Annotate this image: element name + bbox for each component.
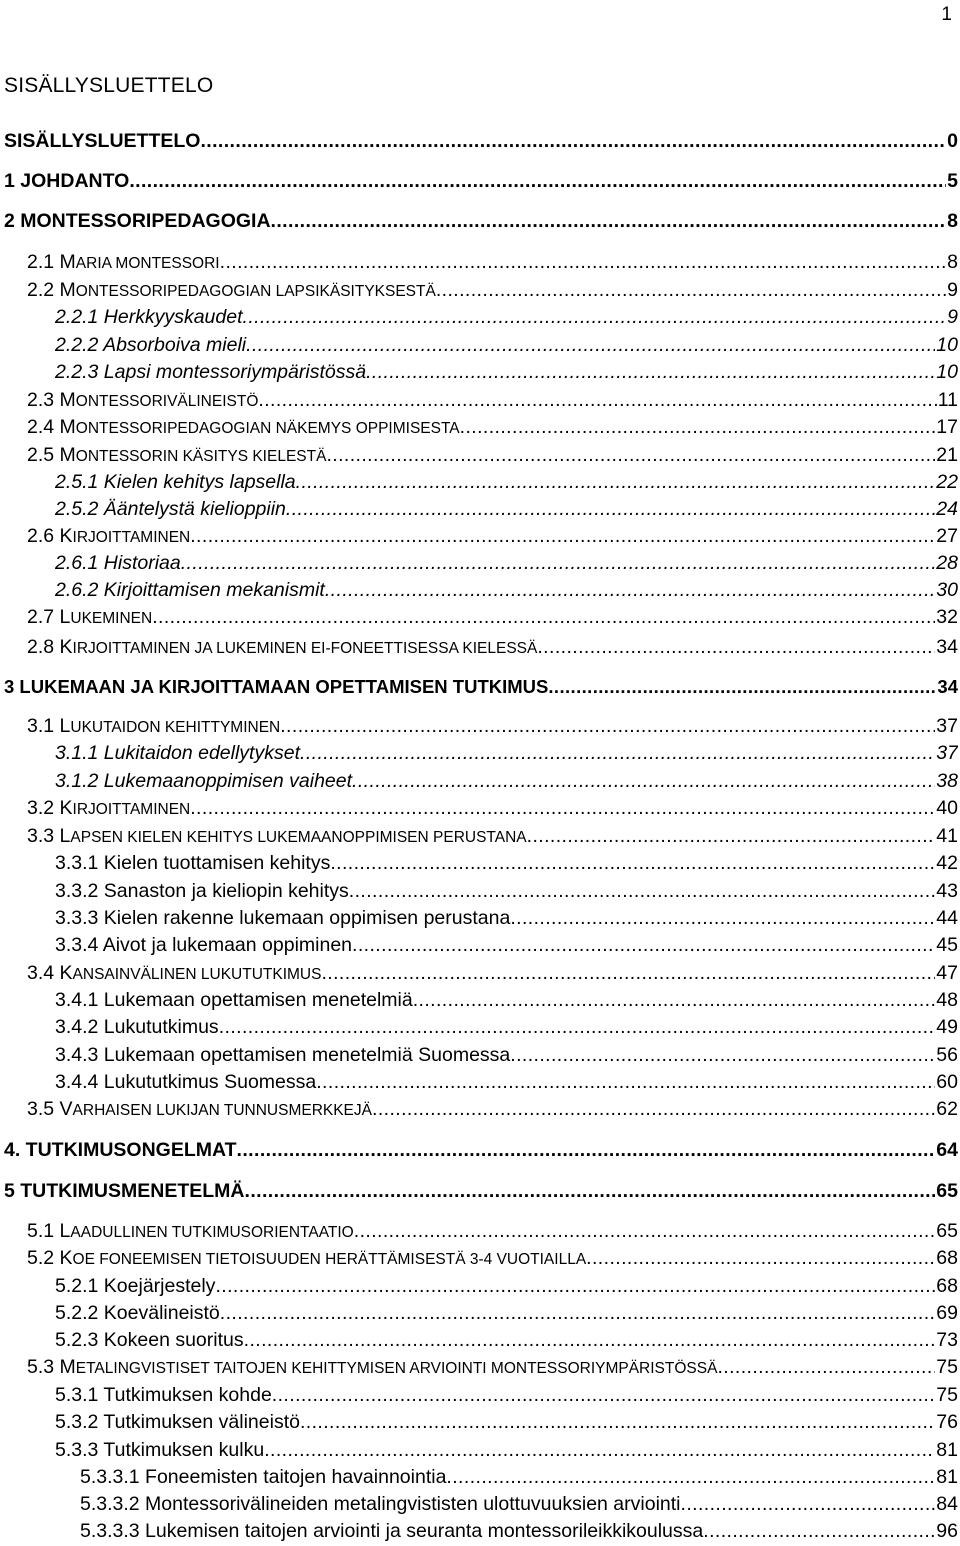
toc-entry [4,1139,958,1163]
toc-entry [27,797,958,821]
toc-entry [55,1411,958,1435]
toc-entry-page: 17 [936,416,958,438]
toc-entry-number: 3.4.3 Lukemaan opettamisen menetelmiä Suomessa [55,1044,511,1066]
toc-entry-label [55,471,296,494]
toc-heading: SISÄLLYSLUETTELO [4,74,214,97]
toc-entry-page: 38 [936,770,958,792]
dot-leader [243,306,947,329]
toc-entry-label [27,825,527,848]
toc-entry [80,1466,958,1490]
toc-entry [55,306,958,330]
dot-leader [152,606,935,629]
toc-entry-initial: L [59,606,71,628]
dot-leader [300,742,935,765]
toc-entry-number: 3.5 [27,1098,60,1120]
toc-entry-number: 5.3 [27,1356,60,1378]
dot-leader [352,770,935,793]
toc-entry-initial: M [59,416,76,438]
toc-entry-number: 3.2 [27,797,60,819]
dot-leader [258,389,936,412]
toc-entry-label [27,1356,717,1379]
toc-entry-label [4,676,548,698]
dot-leader [681,1493,936,1516]
toc-entry-page: 75 [936,1384,958,1406]
toc-entry-number: 2.8 [27,636,60,658]
toc-entry-label [55,1302,220,1325]
toc-entry-number: 3.1.1 Lukitaidon edellytykset [55,742,300,764]
toc-entry-title: UKEMINEN [70,610,153,627]
toc-entry-page: 42 [936,852,958,874]
toc-entry [27,825,958,849]
toc-entry-number: 5.1 [27,1220,60,1242]
toc-entry-title: ARHAISEN LUKIJAN TUNNUSMERKKEJÄ [72,1102,372,1119]
toc-entry-page: 76 [936,1411,958,1433]
toc-entry-number: 2.2 [27,279,60,301]
toc-entry-label [55,852,330,875]
toc-entry [4,170,958,194]
toc-entry-title: ONTESSORIPEDAGOGIAN NÄKEMYS OPPIMISESTA [75,420,460,437]
toc-entry-page: 8 [947,251,958,273]
toc-entry [55,1071,958,1095]
toc-entry-number: 2.6 [27,525,60,547]
toc-entry-number: 5.2 [27,1247,60,1269]
toc-entry-number: 5.2.1 Koejärjestely [55,1275,216,1297]
toc-entry-number: 2 MONTESSORIPEDAGOGIA [4,210,271,232]
toc-entry-page: 27 [936,525,958,547]
toc-entry-page: 45 [936,934,958,956]
toc-entry-label [55,1044,510,1067]
toc-entry-number: 2.5.1 Kielen kehitys lapsella [55,471,296,493]
dot-leader [271,210,947,233]
dot-leader [510,1044,935,1067]
toc-entry [27,1220,958,1244]
toc-entry-number: 3.4.2 Lukututkimus [55,1016,219,1038]
toc-entry-title: UKUTAIDON KEHITTYMINEN [70,719,281,736]
dot-leader [190,797,935,820]
dot-leader [219,1016,936,1039]
toc-entry-label [27,444,326,467]
dot-leader [354,1220,936,1243]
page-number: 1 [941,4,952,25]
toc-entry-label [27,279,436,302]
toc-entry-label [80,1493,681,1516]
toc-entry [80,1493,958,1517]
toc-entry-label [4,1180,245,1203]
toc-entry [27,525,958,549]
toc-entry-label [55,934,352,957]
dot-leader [460,416,936,439]
toc-entry [55,989,958,1013]
toc-entry-page: 73 [936,1329,958,1351]
toc-entry-number: 5.3.2 Tutkimuksen välineistö [55,1411,300,1433]
dot-leader [510,907,935,930]
toc-entry [55,1275,958,1299]
toc-entry-number: 3.3.2 Sanaston ja kieliopin kehitys [55,880,349,902]
dot-leader [300,1411,935,1434]
toc-entry [55,852,958,876]
toc-entry-page: 81 [936,1439,958,1461]
toc-entry [27,636,958,660]
toc-entry [27,715,958,739]
toc-entry-initial: L [59,825,71,847]
dot-leader [548,676,936,698]
toc-entry-label [55,880,349,903]
toc-entry-label [55,1384,272,1407]
toc-entry-page: 9 [947,279,958,301]
dot-leader [296,471,936,494]
toc-entry-label [27,1247,586,1270]
toc-entry-page: 65 [936,1220,958,1242]
toc-entry-page: 40 [936,797,958,819]
toc-entry [55,880,958,904]
toc-entry [27,1356,958,1380]
toc-entry-title: ANSAINVÄLINEN LUKUTUTKIMUS [72,966,322,983]
toc-entry-initial: M [59,389,76,411]
toc-entry-label [55,361,366,384]
toc-entry-label [55,1071,316,1094]
dot-leader [246,334,935,357]
toc-entry-page: 10 [936,334,958,356]
dot-leader [264,1439,935,1462]
dot-leader [703,1520,935,1543]
toc-entry [27,251,958,275]
toc-entry-label [27,715,280,738]
toc-entry-number: 3.1.2 Lukemaanoppimisen vaiheet [55,770,353,792]
toc-entry-label [55,1275,215,1298]
toc-entry [27,606,958,630]
toc-entry-number: 5.2.3 Kokeen suoritus [55,1329,244,1351]
toc-entry-page: 11 [937,389,958,411]
toc-entry [55,770,958,794]
toc-entry-number: 3.4.1 Lukemaan opettamisen menetelmiä [55,989,413,1011]
toc-entry-number: 3.3.3 Kielen rakenne lukemaan oppimisen perustana [55,907,511,929]
dot-leader [190,525,935,548]
toc-entry-label [80,1520,703,1543]
toc-entry-page: 75 [936,1356,958,1378]
toc-entry-label [4,210,271,233]
toc-entry [27,962,958,986]
toc-entry-number: 2.2.3 Lapsi montessoriympäristössä [55,361,367,383]
toc-entry-page: 30 [936,579,958,601]
toc-entry [55,1439,958,1463]
toc-entry-label [27,389,258,412]
dot-leader [325,579,935,602]
toc-entry-title: OE FONEEMISEN TIETOISUUDEN HERÄTTÄMISESTÄ 3-4 VUOTIAILLA [72,1251,587,1268]
toc-entry-number: 3.1 [27,715,60,737]
toc-entry-page: 24 [936,498,958,520]
dot-leader [352,934,935,957]
toc-entry-number: 2.4 [27,416,60,438]
toc-entry-label [4,130,200,153]
dot-leader [200,130,946,153]
toc-entry-initial: K [59,962,73,984]
toc-entry-label [55,306,243,329]
dot-leader [537,636,935,659]
dot-leader [366,361,935,384]
dot-leader [372,1098,935,1121]
dot-leader [245,1180,936,1203]
toc-entry-number: 2.2.1 Herkkyyskaudet [55,306,243,328]
toc-entry-number: 2.6.1 Historiaa [55,552,181,574]
dot-leader [272,1384,936,1407]
toc-entry-number: 5 TUTKIMUSMENETELMÄ [4,1180,245,1202]
toc-entry-label [27,251,220,274]
dot-leader [237,1139,936,1162]
toc-entry-label [55,1411,300,1434]
toc-entry-title: ONTESSORIVÄLINEISTÖ [75,393,259,410]
toc-entry-label [27,1098,372,1121]
dot-leader [181,552,936,575]
toc-entry-number: 2.7 [27,606,60,628]
toc-entry-label [55,989,413,1012]
toc-entry-initial: V [59,1098,73,1120]
toc-entry-number: 5.3.3.3 Lukemisen taitojen arviointi ja seuranta montessorileikkikoulussa [80,1520,704,1542]
toc-entry-page: 34 [937,676,958,697]
toc-entry-label [55,907,510,930]
toc-entry-page: 68 [936,1275,958,1297]
toc-entry-label [27,797,190,820]
dot-leader [330,852,935,875]
toc-entry-title: IRJOITTAMINEN [72,529,191,546]
toc-entry-number: 3.3.1 Kielen tuottamisen kehitys [55,852,331,874]
toc-entry-page: 37 [936,715,958,737]
dot-leader [446,1466,935,1489]
toc-entry-page: 65 [936,1180,958,1202]
toc-entry-number: 3 LUKEMAAN JA KIRJOITTAMAAN OPETTAMISEN TUTKIMUS [4,676,549,697]
dot-leader [586,1247,935,1270]
toc-entry-page: 44 [936,907,958,929]
toc-entry-initial: M [59,251,76,273]
toc-entry [55,471,958,495]
toc-entry-label [55,579,325,602]
toc-entry-page: 49 [936,1016,958,1038]
toc-entry-label [4,1139,237,1162]
toc-entry-page: 5 [947,170,958,192]
toc-entry-page: 43 [936,880,958,902]
toc-entry-initial: M [59,1356,76,1378]
toc-entry-page: 9 [947,306,958,328]
toc-entry-page: 64 [936,1139,958,1161]
toc-entry-number: 4. TUTKIMUSONGELMAT [4,1139,237,1161]
toc-entry-initial: L [59,1220,71,1242]
toc-entry-page: 21 [936,444,958,466]
toc-entry-title: ETALINGVISTISET TAITOJEN KEHITTYMISEN ARVIOINTI MONTESSORIYMPÄRISTÖSSÄ [75,1360,718,1377]
toc-entry-label [27,525,190,548]
dot-leader [326,444,935,467]
toc-entry-number: 5.3.1 Tutkimuksen kohde [55,1384,272,1406]
dot-leader [321,962,935,985]
toc-entry-initial: M [59,279,76,301]
toc-entry [55,1329,958,1353]
toc-entry [55,334,958,358]
toc-entry [55,934,958,958]
toc-entry-page: 47 [936,962,958,984]
toc-entry-number: 5.3.3 Tutkimuksen kulku [55,1439,265,1461]
toc-entry-initial: K [59,636,73,658]
toc-entry [4,210,958,234]
toc-entry-page: 56 [936,1044,958,1066]
toc-entry-initial: K [59,1247,73,1269]
toc-entry-label [27,1220,354,1243]
toc-entry-number: 2.2.2 Absorboiva mieli [55,334,247,356]
toc-entry-page: 22 [936,471,958,493]
dot-leader [129,170,946,193]
toc-entry-page: 68 [936,1247,958,1269]
toc-entry-number: 1 JOHDANTO [4,170,130,192]
toc-entry-label [55,1016,219,1039]
toc-entry-label [55,742,300,765]
toc-entry-label [4,170,129,193]
dot-leader [436,279,946,302]
toc-entry [27,1247,958,1271]
toc-entry-page: 34 [936,636,958,658]
toc-entry [55,1044,958,1068]
toc-entry-number: SISÄLLYSLUETTELO [4,130,201,152]
toc-entry [55,361,958,385]
toc-entry-number: 2.5 [27,444,60,466]
dot-leader [349,880,936,903]
toc-entry [55,552,958,576]
toc-entry [55,498,958,522]
toc-entry-title: ONTESSORIPEDAGOGIAN LAPSIKÄSITYKSESTÄ [75,283,436,300]
toc-entry-number: 5.3.3.1 Foneemisten taitojen havainnointia [80,1466,447,1488]
dot-leader [717,1356,935,1379]
toc-entry-label [55,1439,264,1462]
toc-entry-label [55,334,246,357]
toc-entry-title: APSEN KIELEN KEHITYS LUKEMAANOPPIMISEN PERUSTANA [70,829,527,846]
dot-leader [316,1071,935,1094]
toc-entry-title: ARIA MONTESSORI [75,255,220,272]
toc-entry-page: 62 [936,1098,958,1120]
toc-entry-page: 96 [936,1520,958,1542]
toc-entry-page: 41 [936,825,958,847]
toc-entry [27,389,958,413]
toc-entry-page: 10 [936,361,958,383]
toc-entry-title: AADULLINEN TUTKIMUSORIENTAATIO [70,1224,354,1241]
toc-entry-page: 81 [936,1466,958,1488]
toc-entry [55,1016,958,1040]
toc-entry-initial: K [59,525,73,547]
toc-entry-number: 3.4 [27,962,60,984]
dot-leader [286,498,935,521]
toc-entry-initial: L [59,715,71,737]
dot-leader [280,715,935,738]
toc-entry-label [55,1329,244,1352]
toc-entry-label [55,552,181,575]
toc-entry-number: 3.3.4 Aivot ja lukemaan oppiminen [55,934,353,956]
toc-entry-number: 5.3.3.2 Montessorivälineiden metalingvististen ulottuvuuksien arviointi [80,1493,681,1515]
toc-entry-page: 28 [936,552,958,574]
dot-leader [220,251,947,274]
toc-entry [27,1098,958,1122]
toc-entry [27,444,958,468]
toc-entry-label [55,770,352,793]
toc-entry [27,279,958,303]
toc-entry [55,579,958,603]
toc-entry [4,676,958,700]
toc-entry [4,130,958,154]
toc-entry-number: 3.3 [27,825,60,847]
toc-entry [27,416,958,440]
toc-entry-initial: M [59,444,76,466]
toc-entry-page: 37 [936,742,958,764]
toc-entry-title: IRJOITTAMINEN [72,801,191,818]
dot-leader [413,989,936,1012]
toc-entry-number: 3.4.4 Lukututkimus Suomessa [55,1071,317,1093]
toc-entry-label [55,498,286,521]
toc-entry-label [27,962,321,985]
dot-leader [220,1302,936,1325]
toc-entry-label [27,606,152,629]
toc-entry-label [80,1466,446,1489]
toc-entry-page: 69 [936,1302,958,1324]
toc-entry-title: IRJOITTAMINEN JA LUKEMINEN EI-FONEETTISESSA KIELESSÄ [72,640,538,657]
toc-entry-number: 2.6.2 Kirjoittamisen mekanismit [55,579,325,601]
toc-entry-number: 2.5.2 Ääntelystä kielioppiin [55,498,286,520]
toc-entry [55,1384,958,1408]
toc-entry-label [27,636,537,659]
toc-entry-page: 32 [936,606,958,628]
dot-leader [215,1275,935,1298]
toc-entry [4,1180,958,1204]
toc-entry-page: 84 [936,1493,958,1515]
toc-entry-page: 8 [947,210,958,232]
toc-entry-initial: K [59,797,73,819]
toc-entry [55,1302,958,1326]
toc-entry-page: 60 [936,1071,958,1093]
toc-entry-title: ONTESSORIN KÄSITYS KIELESTÄ [75,448,327,465]
toc-entry-number: 2.3 [27,389,60,411]
toc-entry-page: 48 [936,989,958,1011]
toc-entry-number: 2.1 [27,251,60,273]
toc-entry [80,1520,958,1544]
toc-entry-page: 0 [947,130,958,152]
toc-entry-number: 5.2.2 Koevälineistö [55,1302,220,1324]
dot-leader [527,825,936,848]
toc-entry [55,907,958,931]
toc-entry-label [27,416,460,439]
toc-entry [55,742,958,766]
dot-leader [244,1329,936,1352]
